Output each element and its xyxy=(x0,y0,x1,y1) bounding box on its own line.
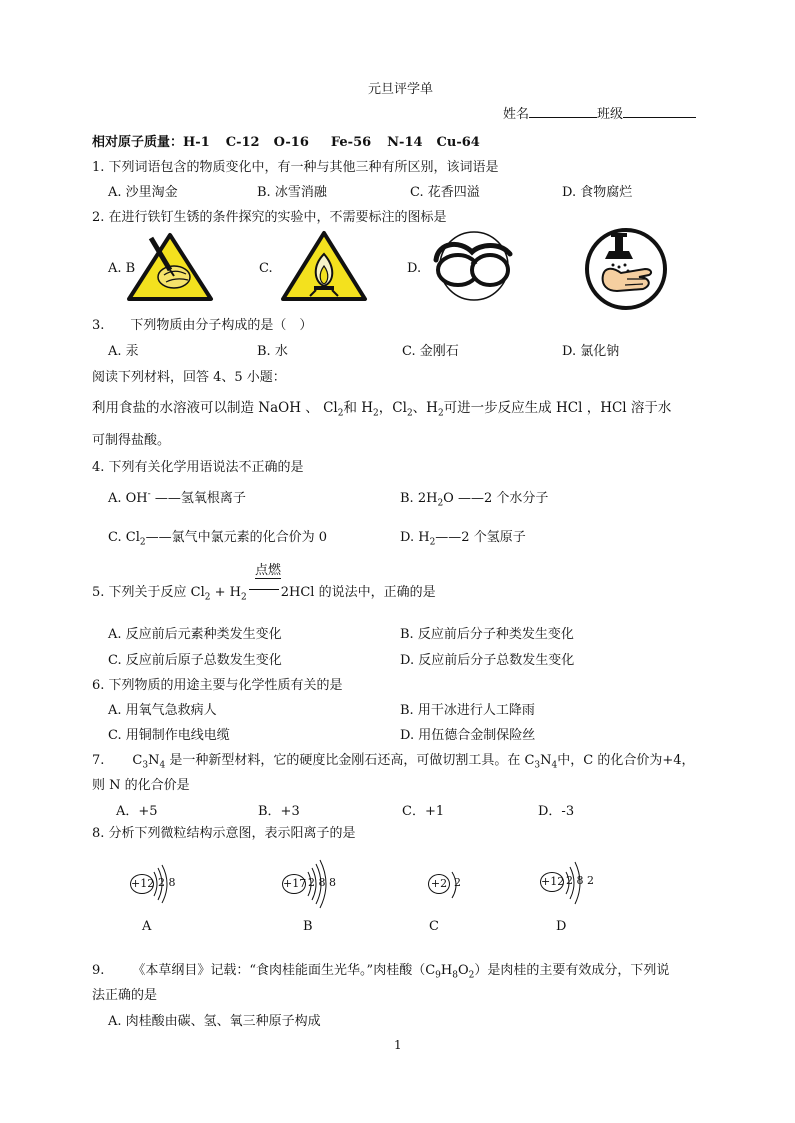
page-title: 元旦评学单 xyxy=(368,82,434,97)
q7-option-a[interactable]: A．+5 xyxy=(116,804,158,819)
q2-label-ab[interactable]: A. B xyxy=(108,261,136,276)
q5-text-b: 2HCl 的说法中，正确的是 xyxy=(280,585,436,600)
q7-line-2: 则 N 的化合价是 xyxy=(92,778,190,793)
q9-option-a[interactable]: A. 肉桂酸由碳、氢、氧三种原子构成 xyxy=(108,1014,321,1029)
q4-d-desc: ——2 个氢原子 xyxy=(435,530,526,545)
q3-number: 3. xyxy=(92,318,105,333)
q3-text: 下列物质由分子构成的是（ ） xyxy=(130,318,313,333)
reading-text-b: 和 H xyxy=(343,400,374,416)
q3-option-c[interactable]: C. 金刚石 xyxy=(402,344,459,359)
q9-line-2: 法正确的是 xyxy=(92,988,158,1003)
nucleus xyxy=(130,874,154,894)
q4-a-desc: ——氢氧根离子 xyxy=(150,491,246,506)
safety-goggles-icon xyxy=(426,230,522,302)
q5-option-a[interactable]: A. 反应前后元素种类发生变化 xyxy=(108,627,282,642)
q4-c-desc: ——氯气中氯元素的化合价为 0 xyxy=(145,530,327,545)
q4-c-text: C. Cl xyxy=(108,530,140,545)
reading-line-1 xyxy=(92,396,671,419)
sub-4: 4 xyxy=(159,760,166,771)
q3-stem xyxy=(92,314,312,333)
atomic-mass-n: N-14 xyxy=(387,135,423,150)
nucleus-charge: +12 xyxy=(131,877,155,890)
atom-label-a: A xyxy=(142,919,152,934)
sub-2: 2 xyxy=(373,408,379,419)
atom-diagram-c[interactable] xyxy=(426,868,472,902)
q5-text-a: 5. 下列关于反应 Cl xyxy=(92,585,205,600)
reaction-arrow xyxy=(249,589,279,590)
q7-option-d[interactable]: D．-3 xyxy=(538,804,575,819)
q6-option-d[interactable]: D. 用伍德合金制保险丝 xyxy=(400,728,536,743)
q4-d-sub: 2 xyxy=(429,537,436,548)
q5-option-d[interactable]: D. 反应前后分子总数发生变化 xyxy=(400,653,575,668)
atomic-mass-c: C-12 xyxy=(225,135,260,150)
q4-d-text: D. H xyxy=(400,530,430,545)
q4-c-sub: 2 xyxy=(139,537,146,548)
q7-option-b[interactable]: B．+3 xyxy=(258,804,300,819)
q7-text: 是一种新型材料，它的硬度比金刚石还高，可做切割工具。在 C xyxy=(165,753,535,768)
sub-3: 3 xyxy=(142,760,149,771)
q6-stem: 6. 下列物质的用途主要与化学性质有关的是 xyxy=(92,678,343,693)
q4-a-sup: - xyxy=(147,489,151,500)
atomic-mass-cu: Cu-64 xyxy=(436,135,480,150)
shell-electrons: 2 xyxy=(454,876,461,889)
nucleus xyxy=(540,872,564,892)
atom-diagram-b[interactable] xyxy=(280,858,360,910)
q6-option-b[interactable]: B. 用干冰进行人工降雨 xyxy=(400,703,535,718)
atomic-mass-fe: Fe-56 xyxy=(330,135,372,150)
sub-2: 2 xyxy=(337,408,344,419)
q4-b-text: B. 2H xyxy=(400,491,438,506)
sub-2: 2 xyxy=(468,970,475,981)
atom-label-d: D xyxy=(556,919,567,934)
q6-option-a[interactable]: A. 用氧气急救病人 xyxy=(108,703,217,718)
sub-8: 8 xyxy=(452,970,458,981)
q4-b-sub: 2 xyxy=(437,498,444,509)
sub-2: 2 xyxy=(437,408,444,419)
q9-text-a: 《本草纲目》记载：“食肉桂能面生光华。”肉桂酸（C xyxy=(132,963,436,978)
q9-text-b: ）是肉桂的主要有效成分，下列说 xyxy=(474,963,670,978)
q8-stem: 8. 分析下列微粒结构示意图，表示阳离子的是 xyxy=(92,826,356,841)
reading-text-e: 可进一步反应生成 HCl ，HCl 溶于水 xyxy=(443,400,672,416)
atom-label-b: B xyxy=(303,919,313,934)
q3-option-b[interactable]: B. 水 xyxy=(257,344,288,359)
q9-h: H xyxy=(440,963,453,978)
q5-option-b[interactable]: B. 反应前后分子种类发生变化 xyxy=(400,627,574,642)
q4-option-b[interactable] xyxy=(400,487,548,509)
sub-2: 2 xyxy=(204,592,211,603)
shell-electrons: 2 8 xyxy=(158,876,176,889)
q5-reaction-condition: 点燃 xyxy=(255,559,281,579)
atom-label-c: C xyxy=(429,919,439,934)
atomic-mass-line xyxy=(92,131,480,150)
q4-option-a[interactable] xyxy=(108,487,246,506)
q1-option-d[interactable]: D. 食物腐烂 xyxy=(562,185,633,200)
q6-option-c[interactable]: C. 用铜制作电线电缆 xyxy=(108,728,230,743)
atomic-mass-label: 相对原子质量： xyxy=(92,135,184,150)
flame-warning-icon xyxy=(280,230,368,302)
q7-text-end: 中，C 的化合价为+4， xyxy=(557,753,695,768)
hand-washing-icon xyxy=(583,227,669,311)
nucleus-charge: +2 xyxy=(430,877,448,890)
nucleus xyxy=(428,874,450,894)
q9-number: 9. xyxy=(92,963,105,978)
q5-stem xyxy=(92,581,436,603)
q4-option-c[interactable] xyxy=(108,526,327,548)
reading-text-c: ，Cl xyxy=(378,400,407,416)
class-blank[interactable] xyxy=(623,103,696,118)
nucleus-charge: +12 xyxy=(541,875,565,888)
q9-o: O xyxy=(457,963,469,978)
atom-diagram-a[interactable] xyxy=(128,862,198,906)
q1-option-b[interactable]: B. 冰雪消融 xyxy=(257,185,327,200)
q4-a-text: A. OH xyxy=(108,491,148,506)
shell-electrons: 2 8 8 xyxy=(308,876,336,889)
name-blank[interactable] xyxy=(529,103,597,118)
reading-text-a: 利用食盐的水溶液可以制造 NaOH 、 Cl xyxy=(92,400,338,416)
q7-stem xyxy=(92,749,695,771)
atom-diagram-d[interactable] xyxy=(538,858,608,908)
sub-9: 9 xyxy=(435,970,441,981)
q2-stem: 2. 在进行铁钉生锈的条件探究的实验中，不需要标注的图标是 xyxy=(92,210,447,225)
sub-4: 4 xyxy=(551,760,558,771)
atomic-mass-o: O-16 xyxy=(273,135,309,150)
reading-intro: 阅读下列材料，回答 4、5 小题： xyxy=(92,370,286,385)
name-label: 姓名 xyxy=(503,107,530,122)
q4-stem: 4. 下列有关化学用语说法不正确的是 xyxy=(92,460,304,475)
class-label: 班级 xyxy=(597,107,624,122)
q1-stem: 1. 下列词语包含的物质变化中，有一种与其他三种有所区别，该词语是 xyxy=(92,160,499,175)
q2-label-d[interactable]: D. xyxy=(407,261,422,276)
sharp-object-warning-icon xyxy=(126,232,214,302)
q7-c: C xyxy=(132,753,143,768)
reading-line-2: 可制得盐酸。 xyxy=(92,433,171,448)
nucleus-charge: +17 xyxy=(283,877,307,890)
reading-text-d: 、H xyxy=(412,400,438,416)
q7-n: N xyxy=(148,753,160,768)
q3-option-a[interactable]: A. 汞 xyxy=(108,344,139,359)
sub-3: 3 xyxy=(534,760,541,771)
q1-option-c[interactable]: C. 花香四溢 xyxy=(410,185,480,200)
shell-electrons: 2 8 2 xyxy=(566,874,594,887)
q4-option-d[interactable] xyxy=(400,526,526,548)
q1-option-a[interactable]: A. 沙里淘金 xyxy=(108,185,178,200)
q7-number: 7. xyxy=(92,753,105,768)
q9-stem xyxy=(92,959,669,981)
atomic-mass-h: H-1 xyxy=(183,135,210,150)
q5-option-c[interactable]: C. 反应前后原子总数发生变化 xyxy=(108,653,282,668)
sub-2: 2 xyxy=(406,408,413,419)
q2-label-c[interactable]: C. xyxy=(259,261,273,276)
sub-2: 2 xyxy=(241,592,247,603)
q7-option-c[interactable]: C．+1 xyxy=(402,804,445,819)
q4-b-desc: O ——2 个水分子 xyxy=(443,491,549,506)
page-number: 1 xyxy=(394,1038,402,1052)
q3-option-d[interactable]: D. 氯化钠 xyxy=(562,344,620,359)
student-info xyxy=(503,103,696,122)
q7-n: N xyxy=(540,753,552,768)
nucleus xyxy=(282,874,306,894)
q5-plus-h: + H xyxy=(210,585,242,600)
